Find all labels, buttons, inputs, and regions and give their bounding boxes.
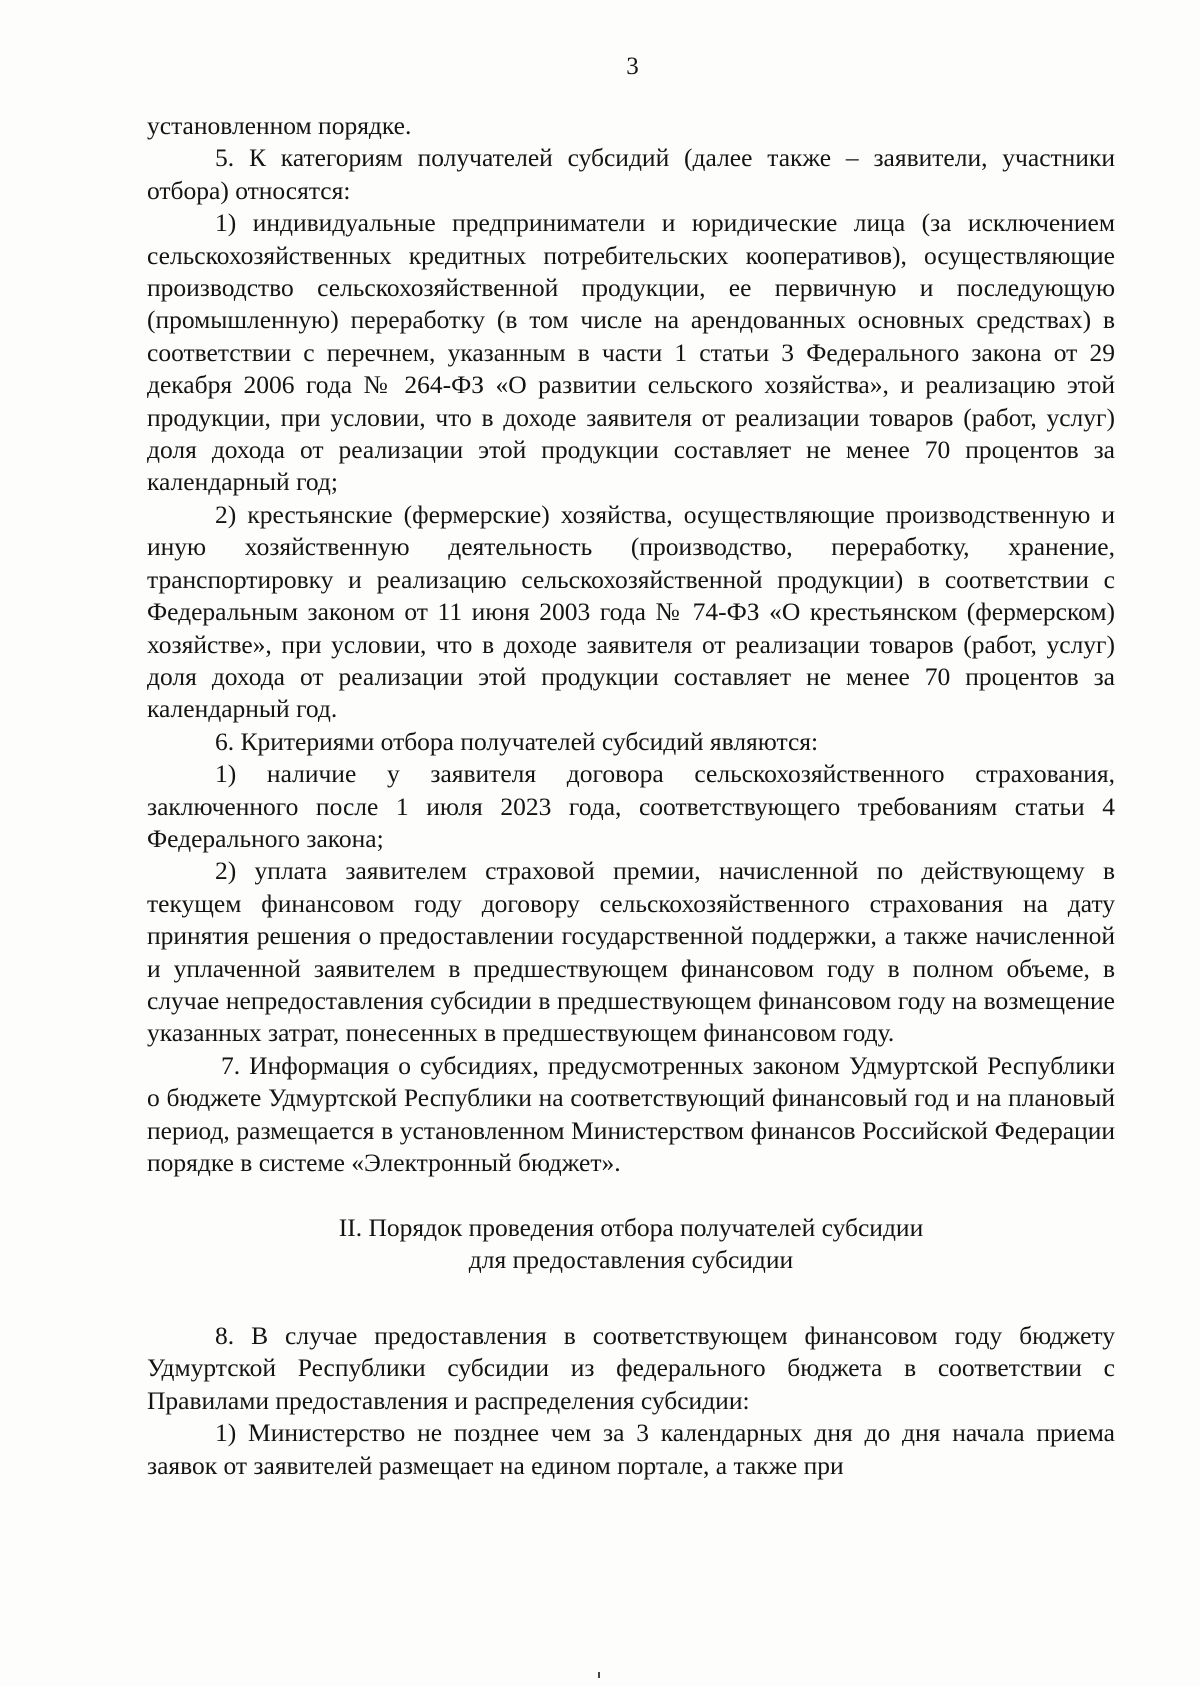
section-2-heading — [147, 1212, 1115, 1276]
paragraph-continuation: установленном порядке. — [147, 111, 412, 140]
section-2-heading-line-2: для предоставления субсидии — [468, 1245, 794, 1274]
scan-mark — [598, 1672, 600, 1678]
paragraph-item-5: 5. К категориям получателей субсидий (далее также – заявители, участники отбора) относятся: — [147, 143, 1115, 205]
paragraph-item-5-2: 2) крестьянские (фермерские) хозяйства, осуществляющие производственную и иную хозяйственную деятельность (производство, переработку, хранение, транспортировку и реализацию сельскохозяйственной продукции) в соответствии с Федеральным законом от 11 июня 2003 года № 74-ФЗ «О крестьянском (фермерском) хозяйстве», при условии, что в доходе заявителя от реализации товаров (работ, услуг) доля дохода от реализации этой продукции составляет не менее 70 процентов за календарный год. — [147, 499, 1115, 724]
page-number: 3 — [626, 53, 639, 80]
section-2-heading-line-1: II. Порядок проведения отбора получателей субсидии — [338, 1213, 924, 1242]
paragraph-item-6: 6. Критериями отбора получателей субсидий являются: — [215, 726, 819, 756]
paragraph-item-8-1: 1) Министерство не позднее чем за 3 календарных дня до дня начала приема заявок от заявителей размещает на едином портале, а также при — [147, 1418, 1115, 1480]
paragraph-item-6-2: 2) уплата заявителем страховой премии, начисленной по действующему в текущем финансовом году договору сельскохозяйственного страхования на дату принятия решения о предоставлении государственной поддержки, а также начисленной и уплаченной заявителем в предшествующем финансовом году в полном объеме, в случае непредоставления субсидии в предшествующем финансовом году на возмещение указанных затрат, понесенных в предшествующем финансовом году. — [147, 856, 1115, 1048]
paragraph-item-8: 8. В случае предоставления в соответствующем финансовом году бюджету Удмуртской Республики субсидии из федерального бюджета в соответствии с Правилами предоставления и распределения субсидии: — [147, 1321, 1115, 1415]
paragraph-item-7: 7. Информация о субсидиях, предусмотренных законом Удмуртской Республики о бюджете Удмуртской Республики на соответствующий финансовый год и на плановый период, размещается в установленном Министерством финансов Российской Федерации порядке в системе «Электронный бюджет». — [147, 1050, 1115, 1177]
section-1-body — [147, 110, 1115, 1179]
section-2-body — [147, 1320, 1115, 1482]
paragraph-item-5-1: 1) индивидуальные предприниматели и юридические лица (за исключением сельскохозяйственных кредитных потребительских кооперативов), осуществляющие производство сельскохозяйственной продукции, ее первичную и последующую (промышленную) переработку (в том числе на арендованных основных средствах) в соответствии с перечнем, указанным в части 1 статьи 3 Федерального закона от 29 декабря 2006 года № 264-ФЗ «О развитии сельского хозяйства», и реализацию этой продукции, при условии, что в доходе заявителя от реализации товаров (работ, услуг) доля дохода от реализации этой продукции составляет не менее 70 процентов за календарный год; — [147, 208, 1115, 497]
paragraph-item-6-1: 1) наличие у заявителя договора сельскохозяйственного страхования, заключенного после 1 июля 2023 года, соответствующего требованиям статьи 4 Федерального закона; — [147, 759, 1115, 853]
